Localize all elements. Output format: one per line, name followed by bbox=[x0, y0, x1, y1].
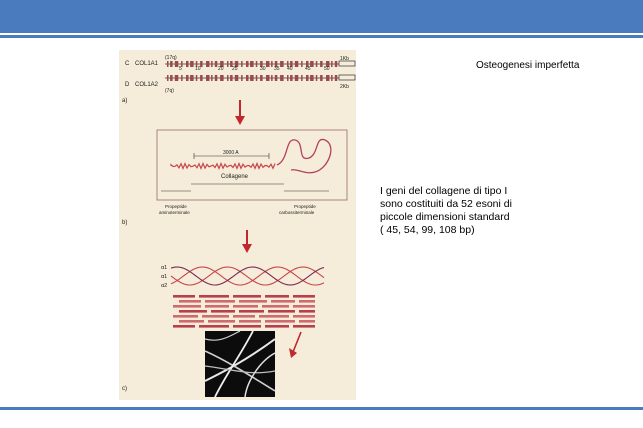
fibril-segment bbox=[293, 315, 315, 318]
fibril-segment bbox=[239, 300, 267, 303]
exon-block bbox=[211, 61, 213, 67]
exon-tick: 40 bbox=[287, 66, 293, 72]
fibril-segment bbox=[179, 300, 201, 303]
exon-block bbox=[295, 61, 299, 67]
exon-tick: 20 bbox=[218, 66, 224, 72]
panel-b-label: b) bbox=[122, 220, 128, 226]
gene-c-exons bbox=[167, 61, 337, 67]
arrow-down-icon bbox=[235, 100, 245, 125]
carboxy-label-1: Propeptide bbox=[294, 204, 316, 209]
exon-block bbox=[331, 75, 333, 81]
fibril-segment bbox=[173, 305, 201, 308]
exon-tick: 5 bbox=[179, 66, 182, 72]
fibril-segment bbox=[239, 310, 264, 313]
micrograph-fibers bbox=[205, 331, 275, 397]
fibril-segment bbox=[173, 325, 195, 328]
fibril-segment bbox=[271, 300, 295, 303]
gene-d-loc: (7q) bbox=[165, 88, 174, 94]
exon-block bbox=[227, 61, 229, 67]
exon-block bbox=[167, 61, 169, 67]
exon-block bbox=[260, 75, 263, 81]
header-divider bbox=[0, 35, 643, 38]
fibril-segment bbox=[211, 310, 235, 313]
fibril-segment bbox=[265, 295, 289, 298]
fibril-segment bbox=[265, 320, 295, 323]
exon-block bbox=[215, 75, 218, 81]
fibril-segment bbox=[262, 305, 289, 308]
exon-block bbox=[167, 75, 169, 81]
exon-block bbox=[186, 61, 189, 67]
exon-block bbox=[206, 75, 210, 81]
fibril-segment bbox=[179, 310, 207, 313]
exon-block bbox=[230, 75, 233, 81]
exon-block bbox=[256, 75, 257, 81]
exon-block bbox=[190, 75, 194, 81]
exon-tick: 50 bbox=[324, 66, 330, 72]
exon-block bbox=[235, 75, 239, 81]
fibril-segment bbox=[299, 320, 315, 323]
fibril-segment bbox=[199, 325, 229, 328]
fibril-segment bbox=[299, 300, 315, 303]
exon-block bbox=[326, 75, 330, 81]
exon-block bbox=[316, 61, 318, 67]
exon-block bbox=[301, 75, 303, 81]
scale-2kb: 2Kb bbox=[340, 84, 349, 90]
exon-block bbox=[186, 75, 189, 81]
exon-block bbox=[310, 75, 314, 81]
exon-block bbox=[170, 75, 173, 81]
slide-title: Osteogenesi imperfetta bbox=[476, 60, 580, 71]
exon-block bbox=[306, 75, 309, 81]
exon-block bbox=[175, 75, 179, 81]
fibril-segment bbox=[173, 295, 195, 298]
exon-block bbox=[266, 75, 270, 81]
chain-alpha2: α2 bbox=[161, 283, 168, 289]
gene-c-name: COL1A1 bbox=[135, 61, 159, 67]
exon-block bbox=[335, 75, 338, 81]
header-bar bbox=[0, 0, 643, 33]
exon-tick: 25 bbox=[232, 66, 238, 72]
chain-alpha1-b: α1 bbox=[161, 274, 168, 280]
exon-block bbox=[241, 75, 243, 81]
fibril-segment bbox=[239, 320, 261, 323]
fibril-segment bbox=[259, 315, 289, 318]
exon-block bbox=[256, 61, 257, 67]
fibril-segment bbox=[202, 315, 229, 318]
fibril-segment bbox=[208, 320, 235, 323]
collagen-figure bbox=[119, 50, 356, 400]
gene-c-loc: (17q) bbox=[165, 55, 177, 61]
length-label: 3000 A bbox=[223, 150, 239, 156]
amino-label-2: aminoterminale bbox=[159, 210, 190, 215]
fibril-segment bbox=[265, 325, 289, 328]
exon-block bbox=[211, 75, 213, 81]
fibril-segment bbox=[173, 315, 198, 318]
description-line-2: sono costituiti da 52 esoni di bbox=[380, 198, 512, 210]
exon-block bbox=[246, 75, 249, 81]
collagen-label: Collagene bbox=[221, 174, 249, 180]
panel-a-label: a) bbox=[122, 98, 128, 104]
exon-block bbox=[271, 61, 273, 67]
gene-d-letter: D bbox=[125, 82, 130, 88]
exon-block bbox=[295, 75, 299, 81]
exon-block bbox=[290, 75, 293, 81]
fibril-segment bbox=[205, 305, 229, 308]
slide-description bbox=[380, 185, 550, 237]
exon-block bbox=[301, 61, 303, 67]
fibril-segment bbox=[233, 315, 255, 318]
exon-block bbox=[335, 61, 338, 67]
helix-strand-2 bbox=[171, 267, 324, 285]
carboxy-label-2: carbossiterminale bbox=[279, 210, 315, 215]
amino-label-1: Propeptide bbox=[165, 204, 187, 209]
fibril-segment bbox=[233, 325, 261, 328]
fibril-segment bbox=[199, 295, 229, 298]
scale-1kb: 1Kb bbox=[340, 56, 349, 62]
exon-block bbox=[250, 61, 254, 67]
exon-block bbox=[280, 75, 284, 81]
exon-block bbox=[190, 61, 194, 67]
fibril-segment bbox=[293, 305, 315, 308]
collagen-coil bbox=[171, 164, 275, 169]
fibril-segment bbox=[233, 295, 261, 298]
exon-block bbox=[246, 61, 249, 67]
exon-block bbox=[181, 75, 183, 81]
exon-block bbox=[227, 75, 229, 81]
exon-block bbox=[316, 75, 318, 81]
exon-block bbox=[206, 61, 210, 67]
description-line-4: ( 45, 54, 99, 108 bp) bbox=[380, 224, 475, 236]
footer-divider bbox=[0, 407, 643, 410]
arrow-diagonal-icon bbox=[289, 332, 301, 358]
fibril-array bbox=[173, 295, 315, 328]
exon-block bbox=[320, 75, 323, 81]
exon-block bbox=[275, 75, 278, 81]
exon-block bbox=[200, 75, 203, 81]
fibril-segment bbox=[299, 310, 315, 313]
panel-c-label: c) bbox=[122, 386, 127, 392]
electron-micrograph bbox=[205, 331, 275, 397]
exon-block bbox=[215, 61, 218, 67]
exon-block bbox=[196, 75, 198, 81]
exon-block bbox=[271, 75, 273, 81]
carboxy-propeptide-loop bbox=[277, 139, 331, 172]
exon-block bbox=[287, 75, 289, 81]
scale-box-2kb bbox=[339, 75, 355, 80]
exon-block bbox=[250, 75, 254, 81]
fibril-segment bbox=[179, 320, 204, 323]
exon-tick: 10 bbox=[195, 66, 201, 72]
exon-tick: 35 bbox=[274, 66, 280, 72]
exon-block bbox=[241, 61, 243, 67]
exon-block bbox=[320, 61, 323, 67]
gene-d-name: COL1A2 bbox=[135, 82, 159, 88]
exon-block bbox=[331, 61, 333, 67]
exon-block bbox=[280, 61, 284, 67]
exon-tick: 45 bbox=[305, 66, 311, 72]
exon-block bbox=[220, 75, 224, 81]
fibril-segment bbox=[293, 325, 315, 328]
description-line-3: piccole dimensioni standard bbox=[380, 211, 510, 223]
arrow-down-icon bbox=[242, 230, 252, 253]
chain-alpha1-a: α1 bbox=[161, 265, 168, 271]
fibril-segment bbox=[233, 305, 258, 308]
fibril-segment bbox=[205, 300, 235, 303]
exon-block bbox=[175, 61, 179, 67]
exon-tick: 30 bbox=[260, 66, 266, 72]
exon-block bbox=[310, 61, 314, 67]
fibril-segment bbox=[268, 310, 295, 313]
exon-block bbox=[266, 61, 270, 67]
gene-c-letter: C bbox=[125, 61, 130, 67]
description-line-1: I geni del collagene di tipo I bbox=[380, 185, 508, 197]
gene-d-exons bbox=[167, 75, 337, 81]
fibril-segment bbox=[293, 295, 315, 298]
exon-block bbox=[170, 61, 173, 67]
